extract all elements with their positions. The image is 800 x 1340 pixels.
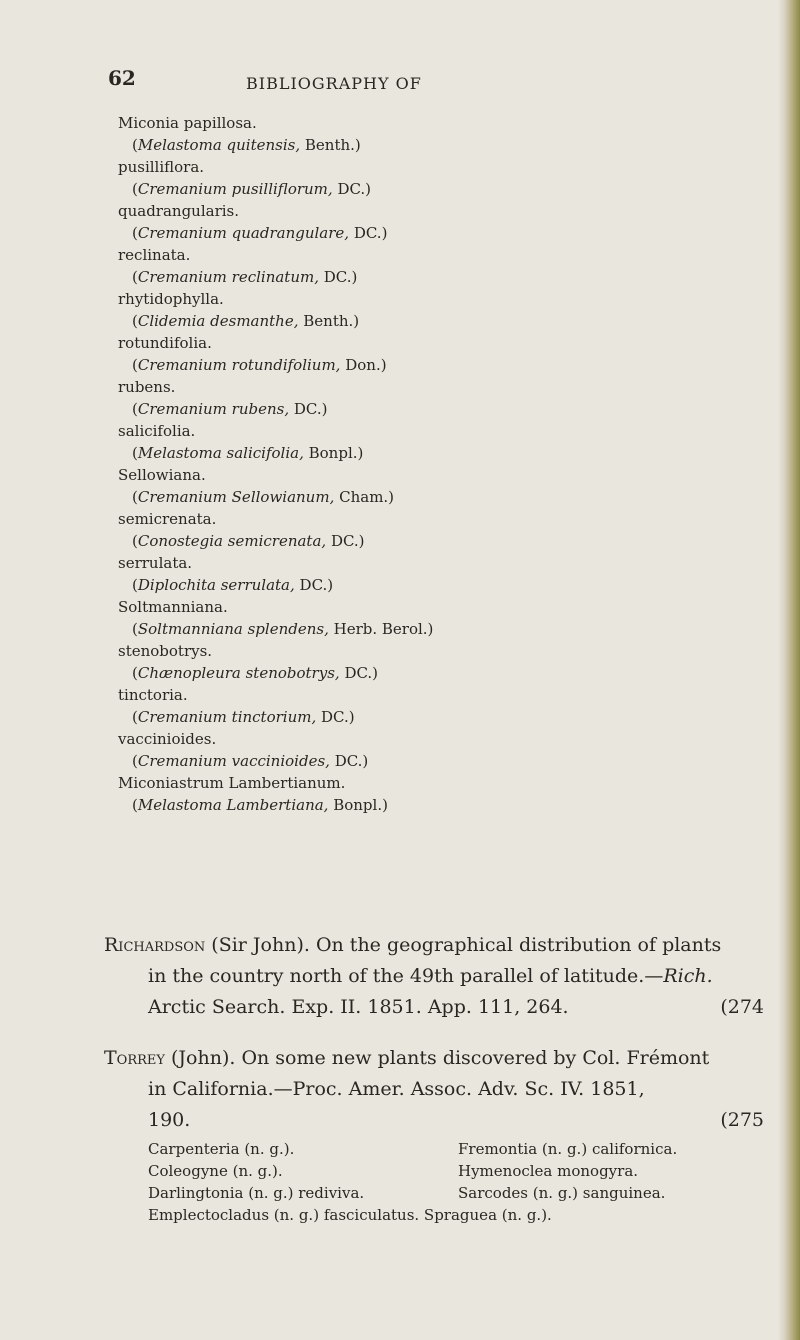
synonym-line: (Melastoma salicifolia, Bonpl.) [132, 444, 364, 462]
synonym-name: Cremanium rotundifolium, [137, 356, 341, 374]
reference-citation: Arctic Search. Exp. II. 1851. App. 111, 264. [148, 996, 569, 1018]
synonym-line: (Cremanium quadrangulare, DC.) [132, 224, 388, 242]
synonym-name: Cremanium tinctorium, [137, 708, 317, 726]
species-name: salicifolia. [118, 422, 196, 440]
synonym-line: (Diplochita serrulata, DC.) [132, 576, 334, 594]
synonym-name: Clidemia desmanthe, [137, 312, 299, 330]
reference-line-text: in the country north of the 49th parallel of latitude.— [148, 965, 664, 987]
species-name: semicrenata. [118, 510, 217, 528]
reference-entry [104, 930, 764, 1023]
reference-line-text: in California.—Proc. Amer. Assoc. Adv. Sc. IV. 1851, [148, 1078, 645, 1100]
bibliography-references [104, 930, 764, 1156]
synonym-name: Melastoma Lambertiana, [137, 796, 329, 814]
genus-item: Darlingtonia (n. g.) rediviva. [148, 1184, 365, 1202]
synonym-authority: DC.) [326, 532, 365, 550]
synonym-line: (Cremanium tinctorium, DC.) [132, 708, 355, 726]
species-name: quadrangularis. [118, 202, 240, 220]
reference-number: (275 [720, 1109, 764, 1131]
synonym-name: Diplochita serrulata, [137, 576, 295, 594]
synonym-name: Melastoma quitensis, [137, 136, 301, 154]
synonym-authority: DC.) [339, 664, 379, 682]
reference-abbrev: Rich. [663, 965, 713, 987]
species-name: vaccinioides. [118, 730, 217, 748]
synonym-name: Cremanium quadrangulare, [137, 224, 350, 242]
species-name: reclinata. [118, 246, 191, 264]
page-edge [778, 0, 800, 1340]
reference-first-line [104, 1043, 764, 1074]
synonym-line: (Cremanium reclinatum, DC.) [132, 268, 358, 286]
synonym-authority: DC.) [319, 268, 358, 286]
reference-line [104, 1074, 764, 1105]
running-head: BIBLIOGRAPHY OF [246, 74, 422, 93]
synonym-line: (Cremanium rotundifolium, Don.) [132, 356, 387, 374]
species-name: rhytidophylla. [118, 290, 224, 308]
synonym-name: Cremanium rubens, [137, 400, 290, 418]
species-name: pusilliflora. [118, 158, 205, 176]
synonym-name: Melastoma salicifolia, [137, 444, 304, 462]
synonym-authority: DC.) [349, 224, 388, 242]
synonym-authority: Benth.) [300, 136, 361, 154]
species-name: Sellowiana. [118, 466, 206, 484]
genus-item: Fremontia (n. g.) californica. [458, 1140, 678, 1158]
synonym-line: (Clidemia desmanthe, Benth.) [132, 312, 360, 330]
species-name: rotundifolia. [118, 334, 212, 352]
species-name: Soltmanniana. [118, 598, 228, 616]
genera-list [148, 1138, 768, 1226]
synonym-line: (Soltmanniana splendens, Herb. Berol.) [132, 620, 434, 638]
reference-line [104, 961, 764, 992]
synonym-line: (Cremanium Sellowianum, Cham.) [132, 488, 395, 506]
synonym-line: (Chænopleura stenobotrys, DC.) [132, 664, 379, 682]
reference-first-line [104, 930, 764, 961]
synonym-name: Cremanium Sellowianum, [137, 488, 335, 506]
species-name: Miconia papillosa. [118, 114, 257, 132]
page-number: 62 [108, 66, 136, 90]
genus-item: Hymenoclea monogyra. [458, 1162, 639, 1180]
synonym-authority: DC.) [332, 180, 372, 198]
genus-item: Sarcodes (n. g.) sanguinea. [458, 1184, 666, 1202]
reference-citation-line [104, 1105, 764, 1136]
species-name: rubens. [118, 378, 176, 396]
synonym-name: Soltmanniana splendens, [137, 620, 329, 638]
reference-entry [104, 1043, 764, 1136]
synonym-authority: Don.) [340, 356, 387, 374]
synonym-authority: Cham.) [334, 488, 395, 506]
species-list [118, 112, 738, 816]
synonym-authority: DC.) [329, 752, 369, 770]
synonym-line: (Cremanium vaccinioides, DC.) [132, 752, 369, 770]
synonym-line: (Cremanium rubens, DC.) [132, 400, 328, 418]
species-name: Miconiastrum Lambertianum. [118, 774, 346, 792]
synonym-name: Chænopleura stenobotrys, [137, 664, 340, 682]
species-name: tinctoria. [118, 686, 188, 704]
synonym-line: (Melastoma quitensis, Benth.) [132, 136, 361, 154]
genus-item: Emplectocladus (n. g.) fasciculatus. Spraguea (n. g.). [148, 1206, 552, 1224]
synonym-authority: DC.) [316, 708, 355, 726]
synonym-name: Cremanium pusilliflorum, [137, 180, 333, 198]
reference-title: (Sir John). On the geographical distribution of plants [205, 934, 722, 956]
reference-title: (John). On some new plants discovered by Col. Frémont [164, 1047, 710, 1069]
reference-author: Richardson [104, 934, 206, 956]
synonym-line: (Conostegia semicrenata, DC.) [132, 532, 365, 550]
synonym-name: Conostegia semicrenata, [137, 532, 327, 550]
species-name: serrulata. [118, 554, 193, 572]
synonym-name: Cremanium reclinatum, [137, 268, 319, 286]
synonym-authority: DC.) [294, 576, 334, 594]
reference-citation-line [104, 992, 764, 1023]
synonym-line: (Melastoma Lambertiana, Bonpl.) [132, 796, 388, 814]
reference-citation: 190. [148, 1109, 191, 1131]
synonym-authority: Benth.) [298, 312, 360, 330]
synonym-line: (Cremanium pusilliflorum, DC.) [132, 180, 372, 198]
genus-item: Coleogyne (n. g.). [148, 1162, 283, 1180]
reference-number: (274 [720, 996, 764, 1018]
synonym-authority: Bonpl.) [303, 444, 364, 462]
synonym-authority: Bonpl.) [328, 796, 388, 814]
synonym-authority: DC.) [289, 400, 328, 418]
genus-item: Carpenteria (n. g.). [148, 1140, 295, 1158]
synonym-authority: Herb. Berol.) [328, 620, 434, 638]
reference-author: Torrey [104, 1047, 165, 1069]
species-name: stenobotrys. [118, 642, 213, 660]
synonym-name: Cremanium vaccinioides, [137, 752, 330, 770]
